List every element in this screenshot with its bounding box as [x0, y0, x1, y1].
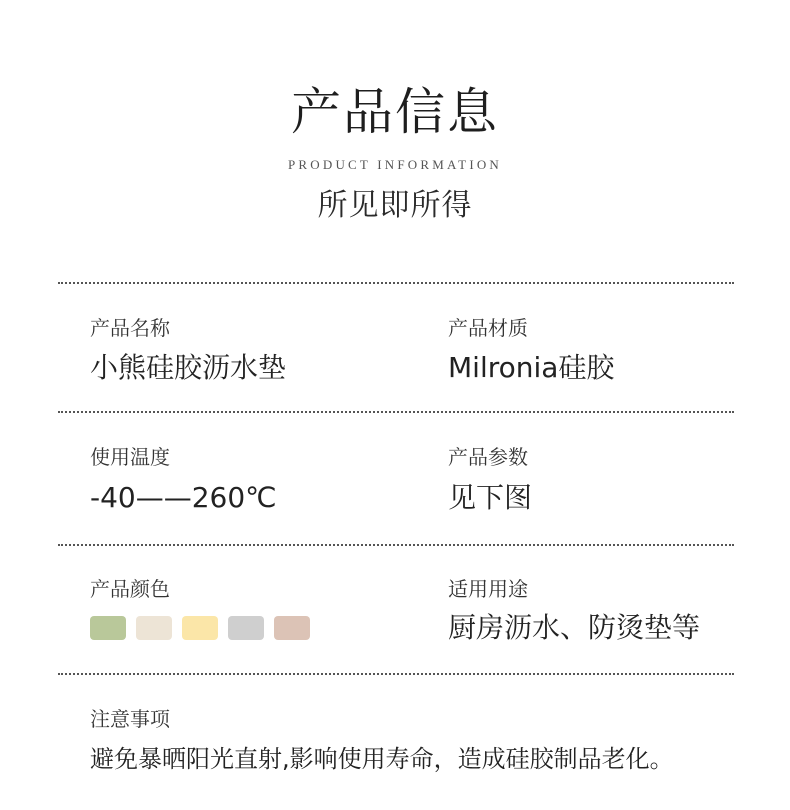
product-name-label: 产品名称 [90, 316, 170, 340]
color-swatches [90, 616, 310, 640]
page-title: 产品信息 [291, 83, 499, 141]
color-swatch-cream[interactable] [136, 616, 172, 640]
color-swatch-gray[interactable] [228, 616, 264, 640]
application-label: 适用用途 [448, 577, 528, 601]
notice-value: 避免暴晒阳光直射,影响使用寿命，造成硅胶制品老化。 [90, 745, 674, 773]
divider [58, 673, 734, 675]
divider [58, 544, 734, 546]
usage-temperature-label: 使用温度 [90, 445, 170, 469]
usage-temperature-value: -40——260℃ [90, 481, 277, 514]
product-material-label: 产品材质 [448, 316, 528, 340]
product-name-value: 小熊硅胶沥水垫 [90, 351, 287, 384]
page-title-english: PRODUCT INFORMATION [287, 157, 503, 172]
divider [58, 411, 734, 413]
product-material-value: Milronia硅胶 [448, 351, 615, 384]
divider [58, 282, 734, 284]
application-value: 厨房沥水、防烫垫等 [448, 611, 701, 644]
color-swatch-pink[interactable] [274, 616, 310, 640]
product-params-value: 见下图 [448, 481, 533, 514]
page-subtitle: 所见即所得 [317, 188, 473, 223]
product-colors-label: 产品颜色 [90, 577, 170, 601]
notice-label: 注意事项 [90, 707, 170, 731]
product-params-label: 产品参数 [448, 445, 528, 469]
color-swatch-yellow[interactable] [182, 616, 218, 640]
color-swatch-green[interactable] [90, 616, 126, 640]
